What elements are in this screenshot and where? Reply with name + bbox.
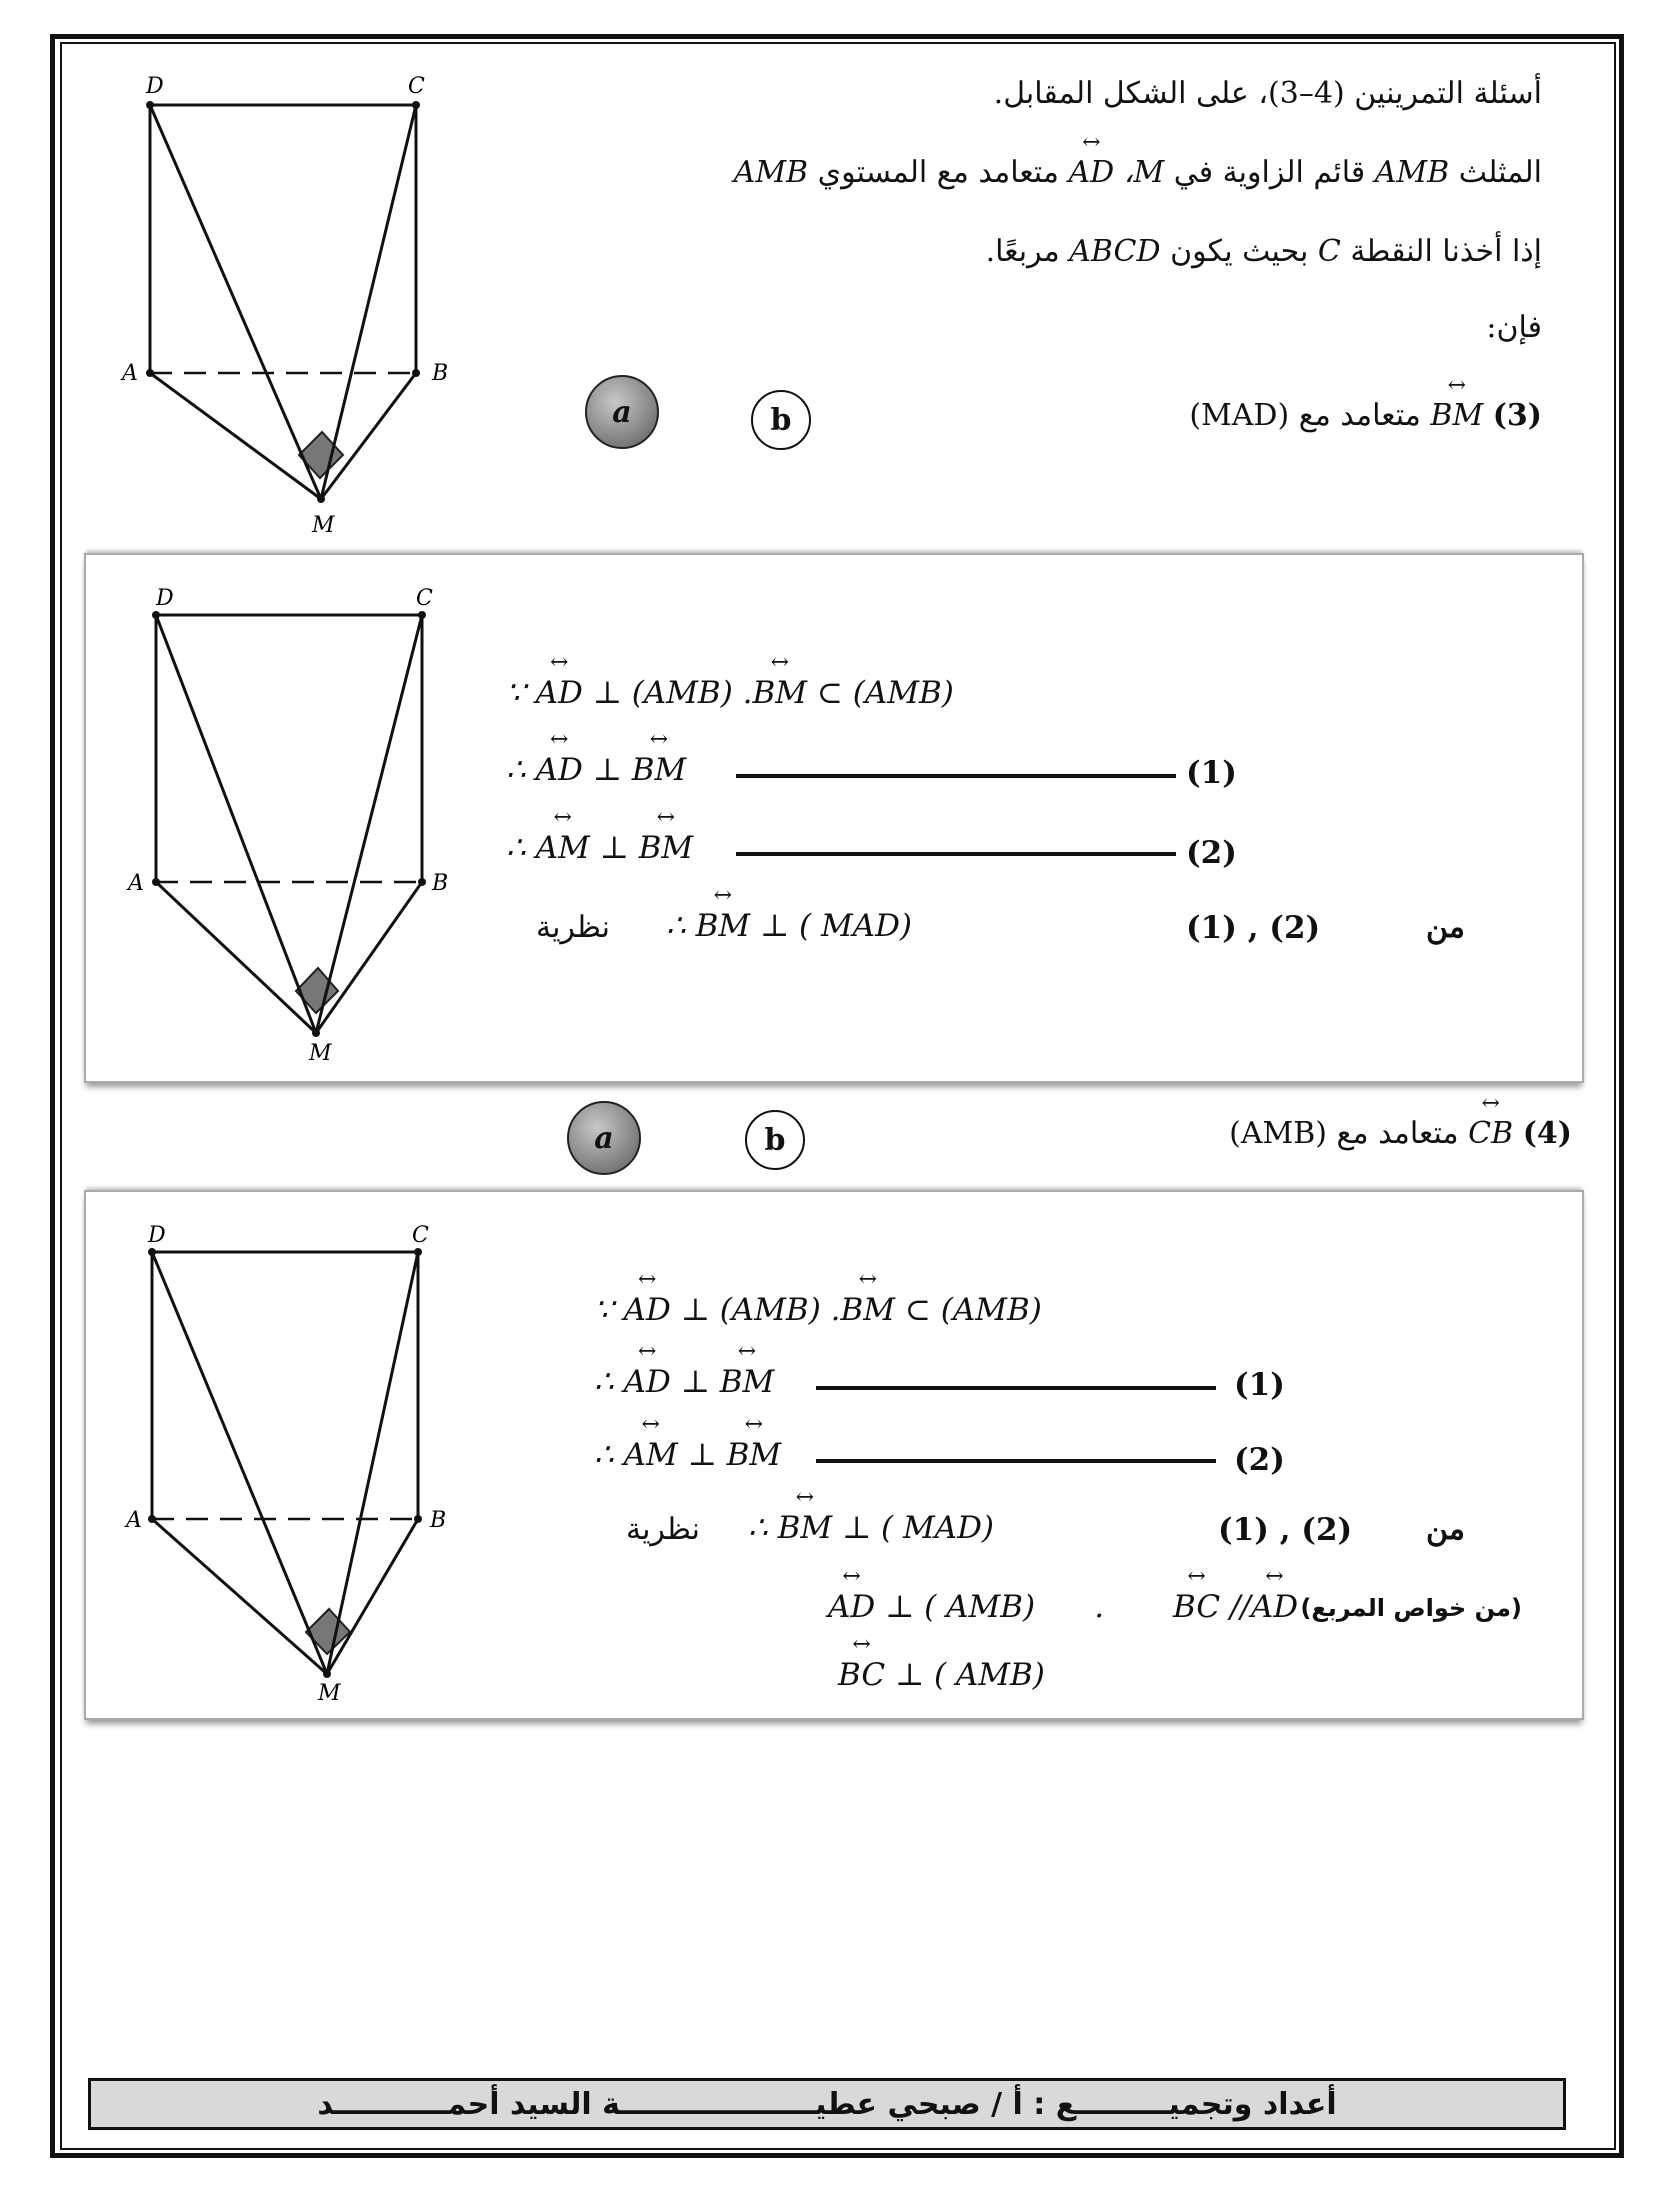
intro-line4: فإن: [1486, 310, 1542, 345]
intro-line1: أسئلة التمرينين (4–3)، على الشكل المقابل. [993, 76, 1542, 111]
label-B: B [430, 1508, 447, 1533]
figure-top [110, 60, 450, 540]
label-M: M [318, 1681, 341, 1706]
sol4-rule-1 [816, 1386, 1216, 1390]
sol4-theorem: نظرية [626, 1512, 700, 1547]
question-3: (3) BM ↔ متعامد مع (MAD) [1189, 398, 1542, 433]
intro-line2: المثلث AMB قائم الزاوية في M، AD ↔ متعامد مع المستوي AMB [734, 155, 1542, 190]
sol4-note: (من خواص المربع) [1300, 1594, 1522, 1622]
option-a-button[interactable]: a [567, 1101, 641, 1175]
sol4-line6: BC ↔ ⊥ ( AMB) [838, 1657, 1045, 1693]
intro-line3: إذا أخذنا النقطة C بحيث يكون ABCD مربعًا. [985, 234, 1542, 269]
option-b-button[interactable]: b [751, 390, 811, 450]
sol3-line2: ∴ AD ↔ ⊥ BM ↔ [506, 752, 686, 788]
label-M: M [312, 513, 335, 538]
figure-sol3 [116, 585, 449, 1066]
option-a-button[interactable]: a [585, 375, 659, 449]
sol4-line3: ∴ AM ↔ ⊥ BM ↔ [594, 1437, 781, 1473]
label-A: A [122, 361, 138, 386]
label-D: D [148, 1223, 166, 1248]
sol3-tag-1: (1) [1186, 755, 1237, 791]
label-B: B [432, 361, 449, 386]
sol4-from: من [1426, 1512, 1465, 1547]
sol3-from: من [1426, 910, 1465, 945]
sol4-tag-1: (1) [1234, 1367, 1285, 1403]
sol3-line4: ∴ BM ↔ ⊥ ( MAD) [666, 908, 912, 944]
sol4-line4: ∴ BM ↔ ⊥ ( MAD) [748, 1510, 994, 1546]
label-C: C [412, 1223, 429, 1248]
solution-panel-4 [84, 1190, 1584, 1720]
option-b-button[interactable]: b [745, 1110, 805, 1170]
sol4-line2: ∴ AD ↔ ⊥ BM ↔ [594, 1364, 774, 1400]
label-D: D [156, 586, 174, 611]
sol3-line3: ∴ AM ↔ ⊥ BM ↔ [506, 830, 693, 866]
label-A: A [128, 871, 144, 896]
sol3-rule-1 [736, 774, 1176, 778]
footer-credit: أعداد وتجميـــــــــع : أ / صبحي عطيـــــــــــــــــــة السيد أحمـــــــــــد [88, 2078, 1566, 2130]
label-D: D [146, 74, 164, 99]
sol4-refs: (1) , (2) [1218, 1512, 1353, 1548]
sol4-line5: AD ↔ ⊥ ( AMB) . BC ↔ //AD ↔ [828, 1589, 1298, 1625]
sol4-rule-2 [816, 1459, 1216, 1463]
sol4-line1: ∵ AD ↔ ⊥ (AMB) .BM ↔ ⊂ (AMB) [594, 1292, 1042, 1328]
label-M: M [309, 1041, 332, 1066]
label-C: C [408, 74, 425, 99]
label-B: B [432, 871, 449, 896]
label-C: C [416, 586, 433, 611]
sol4-tag-2: (2) [1234, 1442, 1285, 1478]
solution-panel-3 [84, 553, 1584, 1083]
sol3-refs: (1) , (2) [1186, 910, 1321, 946]
sol3-tag-2: (2) [1186, 835, 1237, 871]
figure-sol4 [122, 1222, 447, 1706]
label-A: A [126, 1508, 142, 1533]
sol3-theorem: نظرية [536, 910, 610, 945]
sol3-rule-2 [736, 852, 1176, 856]
sol3-line1: ∵ AD ↔ ⊥ (AMB) .BM ↔ ⊂ (AMB) [506, 675, 954, 711]
question-4: (4) CB ↔ متعامد مع (AMB) [1229, 1116, 1572, 1151]
